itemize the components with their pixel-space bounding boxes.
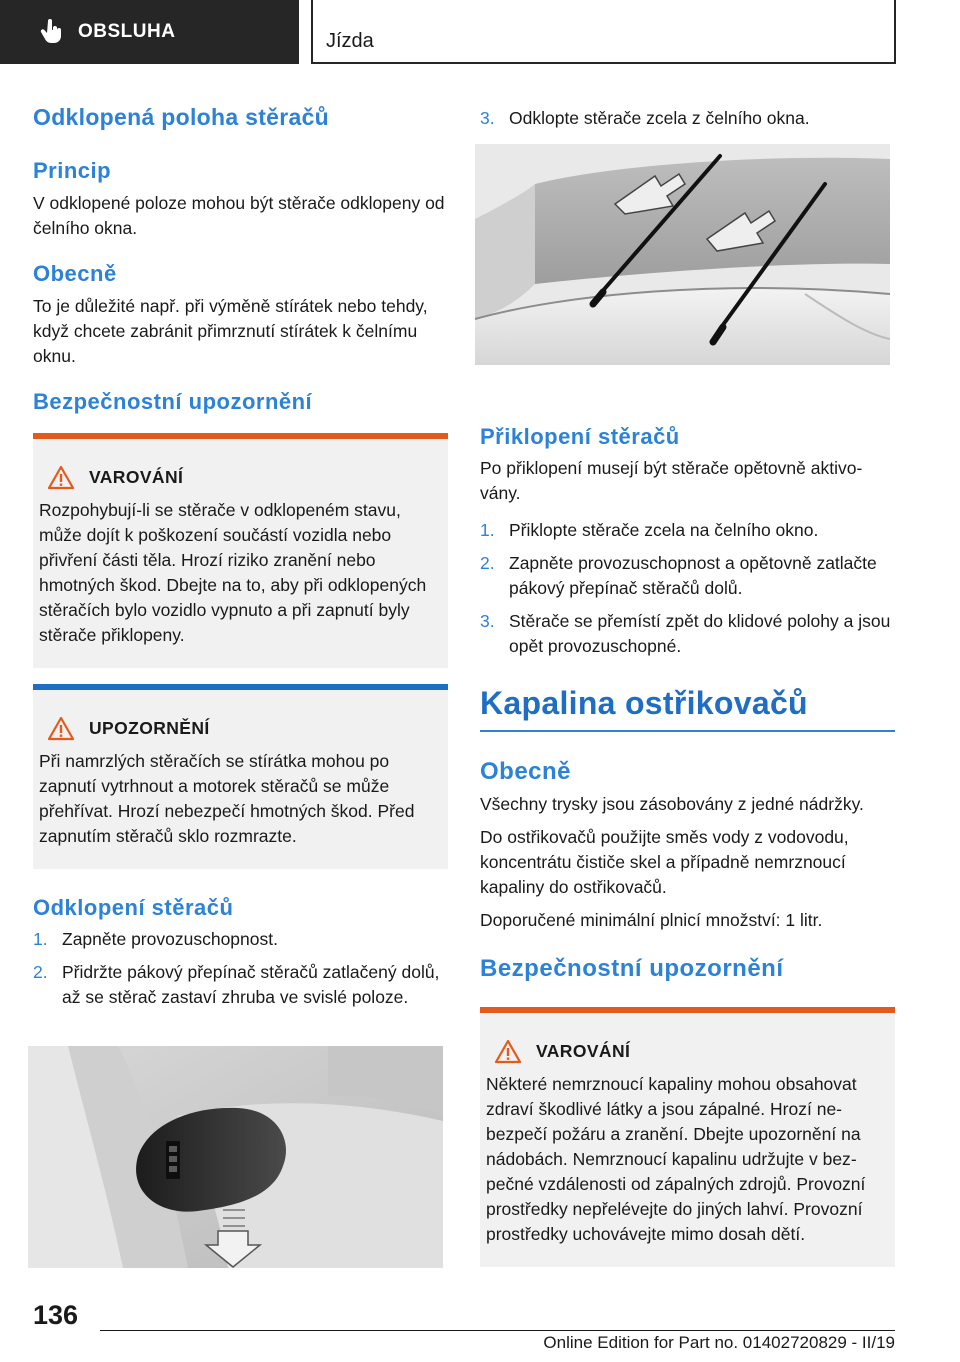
section-tab-label: OBSLUHA bbox=[78, 21, 176, 42]
hand-pointer-icon bbox=[40, 19, 64, 45]
right-column bbox=[480, 96, 895, 1267]
washer-paragraph-3: Doporučené minimální plnicí množství: 1 litr. bbox=[480, 910, 823, 930]
warning-header bbox=[41, 465, 440, 490]
warning-box bbox=[33, 433, 448, 668]
fold-steps-continued bbox=[480, 106, 895, 131]
heading-washer-general: Obecně bbox=[480, 758, 572, 785]
caution-box bbox=[33, 684, 448, 869]
caution-header bbox=[41, 716, 440, 741]
washer-warning-label: VAROVÁNÍ bbox=[536, 1041, 631, 1061]
section-title-washer-fluid: Kapalina ostřikovačů bbox=[480, 685, 895, 732]
general-text: To je důležité např. při výměně stírátek nebo tehdy, když chcete zabránit přimrznutí stírátek k čelnímu oknu. bbox=[33, 296, 428, 366]
left-column bbox=[33, 96, 448, 1018]
list-item: 3. Stěrače se přemístí zpět do klidové polohy a jsou opět provozuschopné. bbox=[480, 611, 891, 656]
washer-paragraph-1: Všechny trysky jsou zásobovány z jedné nádržky. bbox=[480, 794, 864, 814]
heading-fold-wipers: Odklopení stěračů bbox=[33, 895, 234, 920]
chapter-title: Jízda bbox=[326, 30, 374, 52]
list-item: 1. Přiklopte stěrače zcela na čelního okno. bbox=[480, 520, 819, 540]
chapter-header bbox=[311, 0, 896, 64]
heading-general: Obecně bbox=[33, 261, 117, 286]
section-tab[interactable] bbox=[0, 0, 299, 64]
heading-safety: Bezpečnostní upozornění bbox=[33, 389, 313, 414]
heading-principle: Princip bbox=[33, 158, 112, 183]
unfold-steps-list bbox=[480, 518, 895, 659]
washer-paragraph-2: Do ostřikovačů použijte směs vody z vodovodu, koncentrátu čističe skel a případně nemrznoucí kapaliny do ostřikovačů. bbox=[480, 827, 849, 897]
unfold-intro: Po přiklopení musejí být stěrače opětovně aktivovány. bbox=[480, 458, 863, 503]
wiper-lever-illustration bbox=[28, 1046, 443, 1268]
page-number: 136 bbox=[33, 1300, 79, 1330]
list-item: 2. Zapněte provozuschopnost a opětovně zatlačte pákový přepínač stěračů dolů. bbox=[480, 553, 877, 598]
caution-text: Při namrzlých stěračích se stírátka mohou po zapnutí vytrhnout a motorek stěračů se může přehřívat. Hrozí nebezpečí hmotných škod. Před zapnutím stěračů sklo rozmrazte. bbox=[39, 751, 415, 846]
warning-triangle-icon bbox=[494, 1039, 522, 1064]
warning-label: VAROVÁNÍ bbox=[89, 467, 184, 487]
warning-triangle-icon bbox=[47, 716, 75, 741]
washer-warning-text: Některé nemrznoucí kapaliny mohou obsahovat zdraví škodlivé látky a jsou zápalné. Hrozí nebezpečí požáru a zranění. Dbejte upozornění na nádobách. Nemrznoucí kapalinu udržujte v bezpečné vzdálenosti od zápalných zdrojů. Provozní prostředky nepřelévejte do jiných lahví. Provozní prostředky uchovávejte mimo dosah dětí. bbox=[486, 1074, 866, 1244]
list-item: 3. Odklopte stěrače zcela z čelního okna. bbox=[480, 108, 810, 128]
principle-text: V odklopené poloze mohou být stěrače odklopeny od čelního okna. bbox=[33, 193, 445, 238]
washer-warning-header bbox=[488, 1039, 887, 1064]
list-item: 2. Přidržte pákový přepínač stěračů zatlačený dolů, až se stěrač zastaví zhruba ve svislé poloze. bbox=[33, 962, 440, 1007]
section-title-folded-position: Odklopená poloha stěračů bbox=[33, 104, 330, 130]
fold-steps-list bbox=[33, 927, 448, 1010]
warning-triangle-icon bbox=[47, 465, 75, 490]
list-item: 1. Zapněte provozuschopnost. bbox=[33, 929, 278, 949]
heading-unfold-wipers: Přiklopení stěračů bbox=[480, 424, 680, 449]
edition-note: Online Edition for Part no. 01402720829 - II/19 bbox=[543, 1333, 895, 1352]
heading-washer-safety: Bezpečnostní upozornění bbox=[480, 955, 784, 982]
footer-divider bbox=[100, 1330, 895, 1331]
caution-label: UPOZORNĚNÍ bbox=[89, 718, 210, 738]
washer-warning-box bbox=[480, 1007, 895, 1267]
windshield-wipers-illustration bbox=[475, 144, 890, 365]
warning-text: Rozpohybují-li se stěrače v odklopeném stavu, může dojít k poškození součástí vozidla nebo přivření části těla. Hrozí riziko zranění nebo hmotných škod. Dbejte na to, aby při odklopených stěračích bylo vozidlo vypnuto a při zapnutí byly stěrače přiklopeny. bbox=[39, 500, 427, 645]
